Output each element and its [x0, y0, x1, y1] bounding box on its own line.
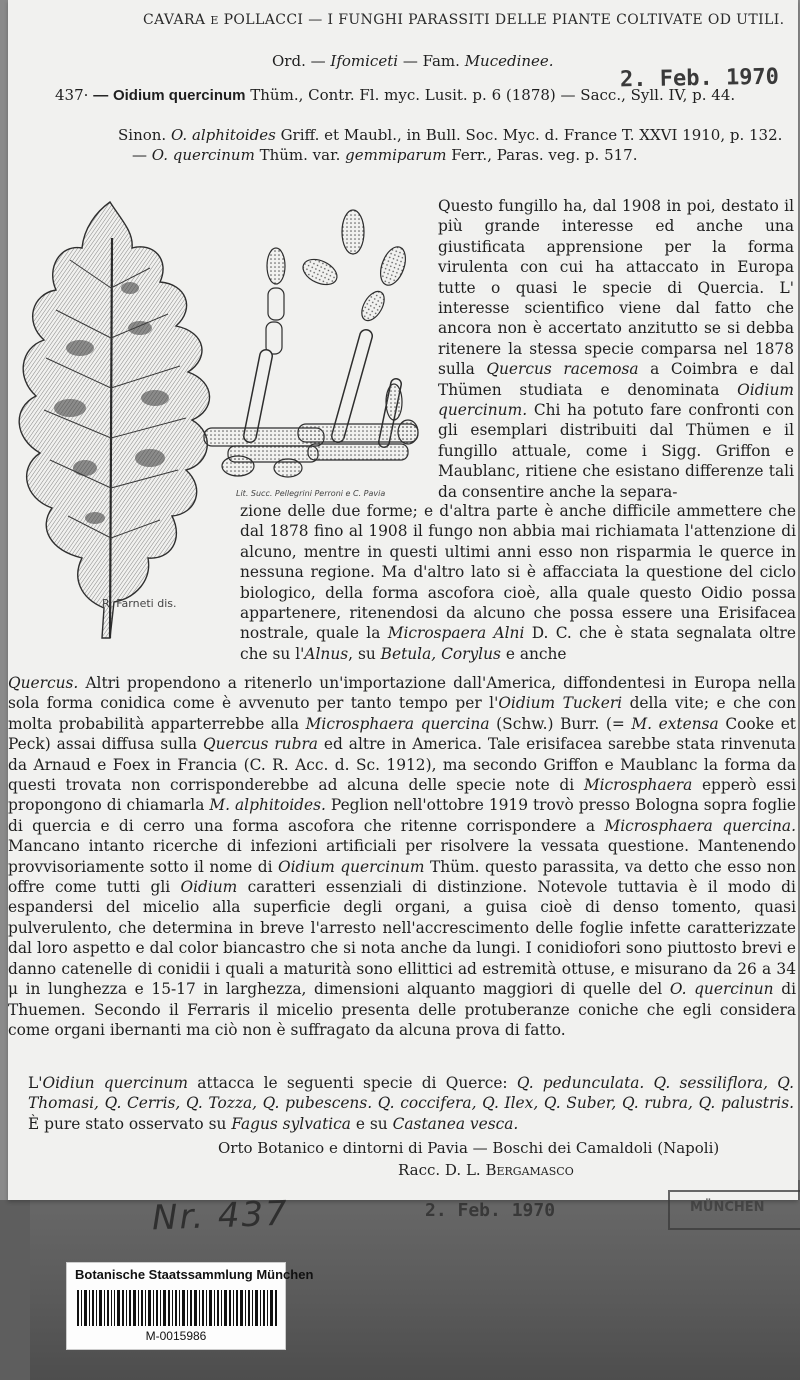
host-species: L'Oidiun quercinum attacca le seguenti specie di Querce: Q. pedunculata. Q. sessiliflora, Q. Thomasi, Q. Cerris, Q. Tozza, Q. pubescens. Q. coccifera, Q. Ilex, Q. Suber, Q. rubra, Q. palustris. È pure stato osservato su Fagus sylvatica e su Castanea vesca. [28, 1074, 794, 1133]
description-text-middle: zione delle due forme; e d'altra parte è anche difficile ammettere che dal 1878 fino al 1908 il fungo non abbia mai richiamata l'attenzione di alcuno, mentre in questi ultimi anni esso non risparmia le querce in nessuna regione. Ma d'altro lato si è affacciata la questione del ciclo biologico, della forma ascofora cioè, alla quale questo Oidio possa appartenere, ritenendosi da alcuno che possa essere una Erisifacea nostrale, quale la Microspaera Alni D. C. che è stata segnalata oltre che su l'Alnus, su Betula, Corylus e anche [240, 502, 796, 663]
oak-leaf-illustration [10, 198, 230, 646]
engraver-signature: Lit. Succ. Pellegrini Perroni e C. Pavia [236, 489, 386, 498]
description-text-full: Quercus. Altri propendono a ritenerlo un'importazione dall'America, diffondentesi in Europa nella sola forma conidica come è avvenuto per tanto tempo per l'Oidium Tuckeri della vite; e che con molta probabilità apparterrebbe alla Microsphaera quercina (Schw.) Burr. (= M. extensa Cooke et Peck) assai diffusa sulla Quercus rubra ed altre in America. Tale erisifacea sarebbe stata rinvenuta da Arnaud e Foex in Francia (C. R. Acc. d. Sc. 1912), ma secondo Griffon e Maublanc la forma da questi trovata non corrisponderebbe ad alcuna delle specie note di Microsphaera epperò essi propongono di chiamarla M. alphitoides. Peglion nell'ottobre 1919 trovò presso Bologna sopra foglie di quercia e di cerro una forma ascofora che ritenne corrispondere a Microsphaera quercina. Mancano intanto ricerche di infezioni artificiali per risolvere la vessata questione. Mantenendo provvisoriamente sotto il nome di Oidium quercinum Thüm. questo parassita, va detto che esso non offre come tutti gli Oidium caratteri essenziali di distinzione. Notevole tuttavia è il modo di espandersi del micelio alla superficie degli organi, a guisa cioè di denso tomento, quasi pulverulento, che determina in breve l'arresto nell'accrescimento delle foglie infette caratterizzate dal loro aspetto e dal color biancastro che si nota anche da lungi. I conidiofori sono piuttosto brevi e danno catenelle di conidii i quali a maturità sono ellittici ad estremità ottuse, e misurano da 26 a 34 μ in lunghezza e 15-17 in larghezza, dimensioni alquanto maggiori di quelle del O. quercinun di Thuemen. Secondo il Ferraris il micelio presenta delle protuberanze coniche che egli considera come organi ibernanti ma ciò non è suffragato da alcuna prova di fatto. [8, 674, 797, 1039]
barcode-number: M-0015986 [145, 1329, 207, 1343]
handwritten-number: Nr. 437 [151, 1193, 290, 1239]
species-name: Oidium quercinum [112, 87, 246, 104]
collection-locality: Orto Botanico e dintorni di Pavia — Boschi dei Camaldoli (Napoli) [218, 1139, 720, 1157]
institution-name: Botanische Staatssammlung München [75, 1267, 314, 1282]
taxonomic-order: Ord. — Ifomiceti — Fam. Mucedinee. [272, 52, 554, 70]
conidia-illustration [198, 206, 438, 486]
artist-signature: R. Farneti dis. [102, 597, 177, 610]
date-stamp: 2. Feb. 1970 [619, 64, 780, 93]
collector: Racc. D. L. Bergamasco [398, 1161, 574, 1179]
institution-stamp: MÜNCHEN [668, 1190, 800, 1230]
description-text-right: Questo fungillo ha, dal 1908 in poi, destato il più grande interesse ed anche una giustificata apprensione per la forma virulenta con cui ha attaccato in Europa tutte o quasi le specie di Quercia. L' interesse scientifico viene dal fatto che ancora non è accertato anzitutto se si debba ritenere la stessa specie comparsa nel 1878 sulla Quercus racemosa a Coimbra e dal Thümen studiata e denominata Oidium quercinum. Chi ha potuto fare confronti con gli esemplari distribuiti dal Thümen e il fungillo attuale, come i Sigg. Griffon e Maublanc, ritiene che esistano differenze tali da consentire anche la separa- [438, 197, 794, 501]
barcode [77, 1290, 277, 1326]
barcode-label [66, 1262, 314, 1350]
synonyms: Sinon. O. alphitoides Griff. et Maubl., in Bull. Soc. Myc. d. France T. XXVI 1910, p. 132. — O. quercinum Thüm. var. gemmiparum Ferr., Paras. veg. p. 517. [118, 126, 783, 164]
date-stamp-lower: 2. Feb. 1970 [425, 1200, 556, 1221]
series-header: CAVARA E POLLACCI — I FUNGHI PARASSITI DELLE PIANTE COLTIVATE OD UTILI. [143, 12, 785, 28]
species-heading: 437· — Oidium quercinum Thüm., Contr. Fl. myc. Lusit. p. 6 (1878) — Sacc., Syll. IV, p. 44. [55, 86, 736, 104]
